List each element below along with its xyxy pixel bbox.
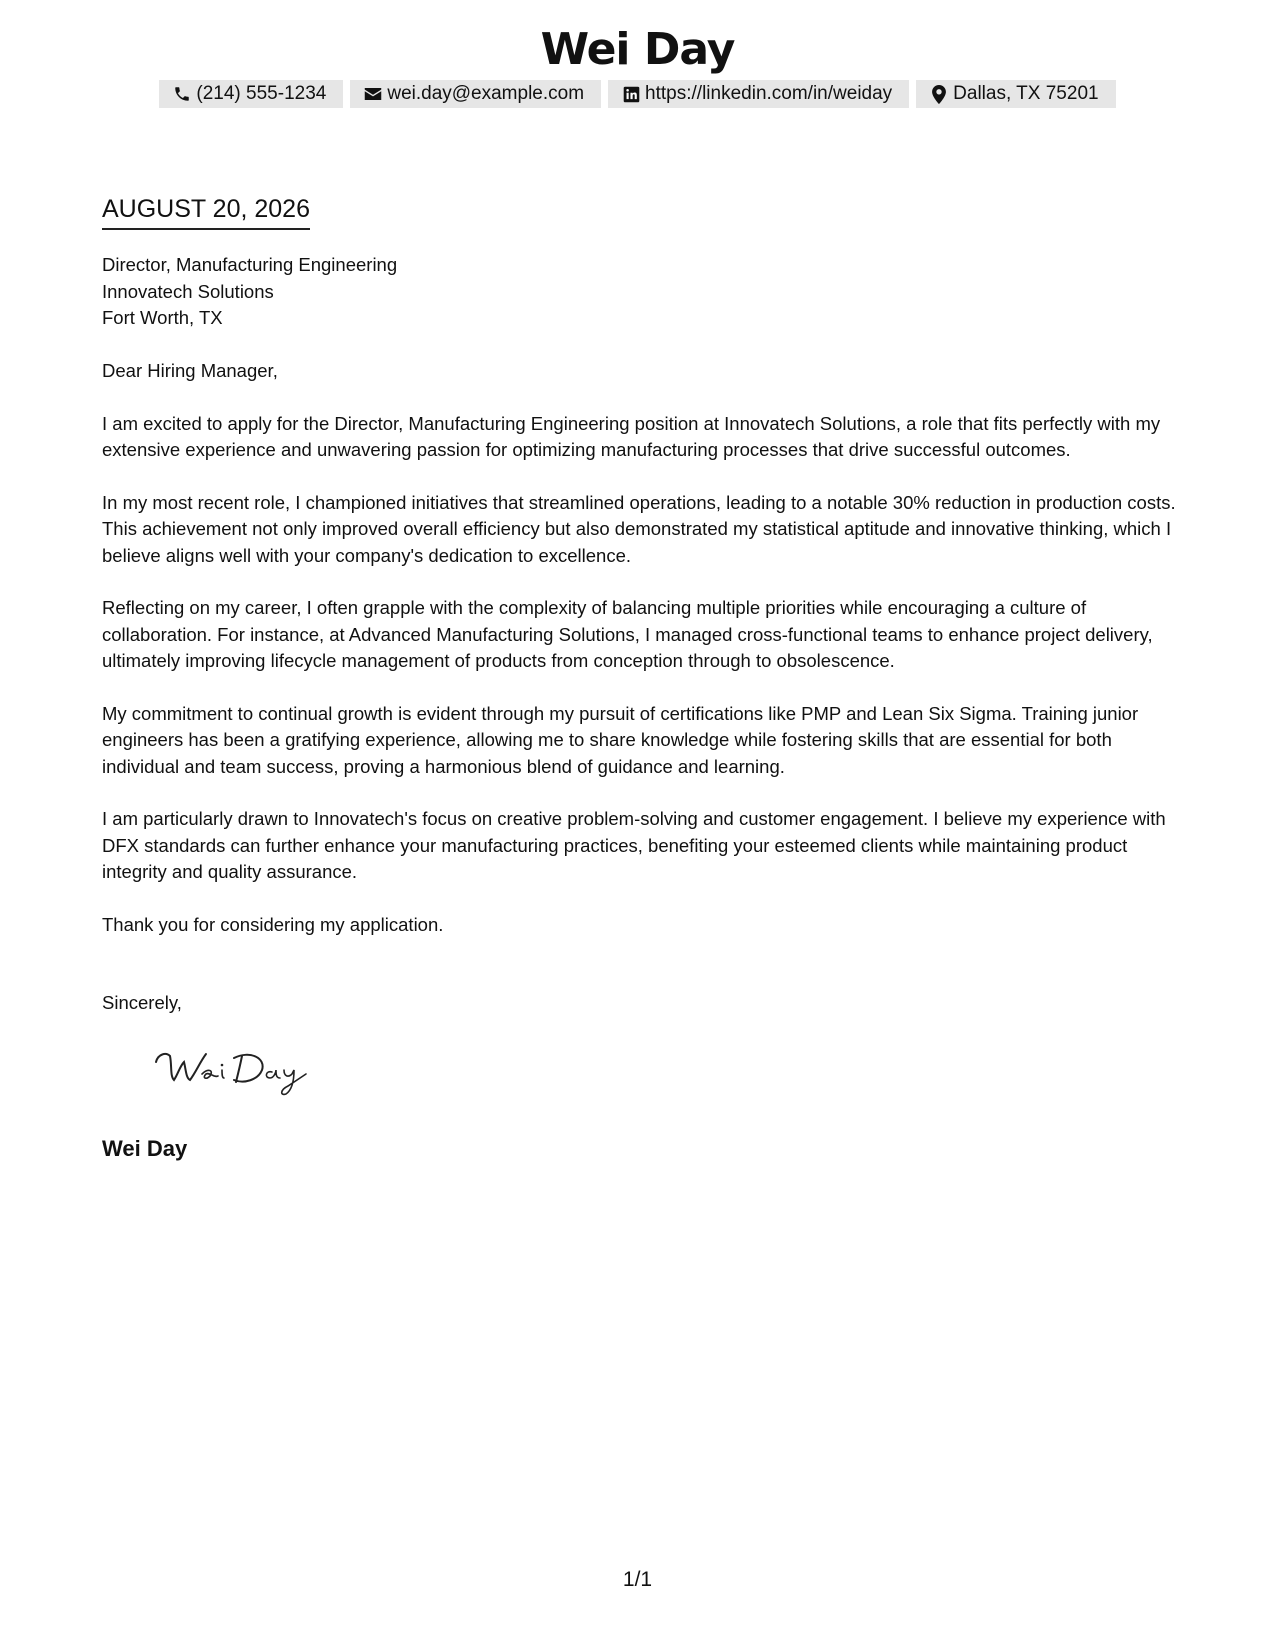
letter-body	[102, 358, 1182, 964]
body-paragraph: My commitment to continual growth is evident through my pursuit of certifications like PMP and Lean Six Sigma. Training junior engineers has been a gratifying experience, allowing me to share knowledge while fostering skills that are essential for both individual and team success, proving a harmonious blend of guidance and learning.	[102, 702, 1139, 777]
contact-location	[916, 80, 1115, 108]
salutation: Dear Hiring Manager,	[102, 360, 278, 381]
body-paragraph: I am excited to apply for the Director, Manufacturing Engineering position at Innovatech Solutions, a role that fits perfectly with my extensive experience and unwavering passion for optimizing manufacturing processes that drive successful outcomes.	[102, 412, 1161, 460]
contact-bar	[0, 80, 1275, 108]
contact-location-text: Dallas, TX 75201	[953, 83, 1099, 104]
contact-email[interactable]	[350, 80, 601, 108]
envelope-icon	[363, 84, 383, 104]
recipient-company: Innovatech Solutions	[102, 280, 274, 302]
body-paragraph: Reflecting on my career, I often grapple with the complexity of balancing multiple priorities while encouraging a culture of collaboration. For instance, at Advanced Manufacturing Solutions, I managed cross-functional teams to enhance project delivery, ultimately improving lifecycle management of products from conception through to obsolescence.	[102, 597, 1153, 671]
map-pin-icon	[929, 84, 949, 104]
handwritten-signature	[150, 1040, 320, 1100]
applicant-name-heading: Wei Day	[540, 24, 735, 75]
recipient-location: Fort Worth, TX	[102, 307, 223, 328]
body-paragraph: I am particularly drawn to Innovatech's focus on creative problem-solving and customer engagement. I believe my experience with DFX standards can further enhance your manufacturing practices, benefiting your esteemed clients while maintaining product integrity and quality assurance.	[102, 808, 1166, 882]
signer-name: Wei Day	[102, 1136, 188, 1161]
body-paragraph: In my most recent role, I championed initiatives that streamlined operations, leading to a notable 30% reduction in production costs. This achievement not only improved overall efficiency but also demonstrated my statistical aptitude and innovative thinking, which I believe aligns well with your company's dedication to excellence.	[102, 491, 1176, 566]
body-paragraph: Thank you for considering my application.	[102, 913, 444, 935]
contact-email-text: wei.day@example.com	[387, 83, 585, 104]
contact-linkedin-text: https://linkedin.com/in/weiday	[645, 83, 893, 104]
phone-icon	[172, 84, 192, 104]
contact-phone-text: (214) 555-1234	[196, 83, 327, 104]
contact-linkedin[interactable]	[608, 80, 909, 108]
recipient-title: Director, Manufacturing Engineering	[102, 254, 398, 275]
linkedin-icon	[621, 84, 641, 104]
letter-date: AUGUST 20, 2026	[102, 192, 310, 230]
recipient-block	[102, 252, 397, 332]
closing: Sincerely,	[102, 992, 182, 1013]
page-number: 1/1	[622, 1568, 653, 1591]
contact-phone	[159, 80, 343, 108]
